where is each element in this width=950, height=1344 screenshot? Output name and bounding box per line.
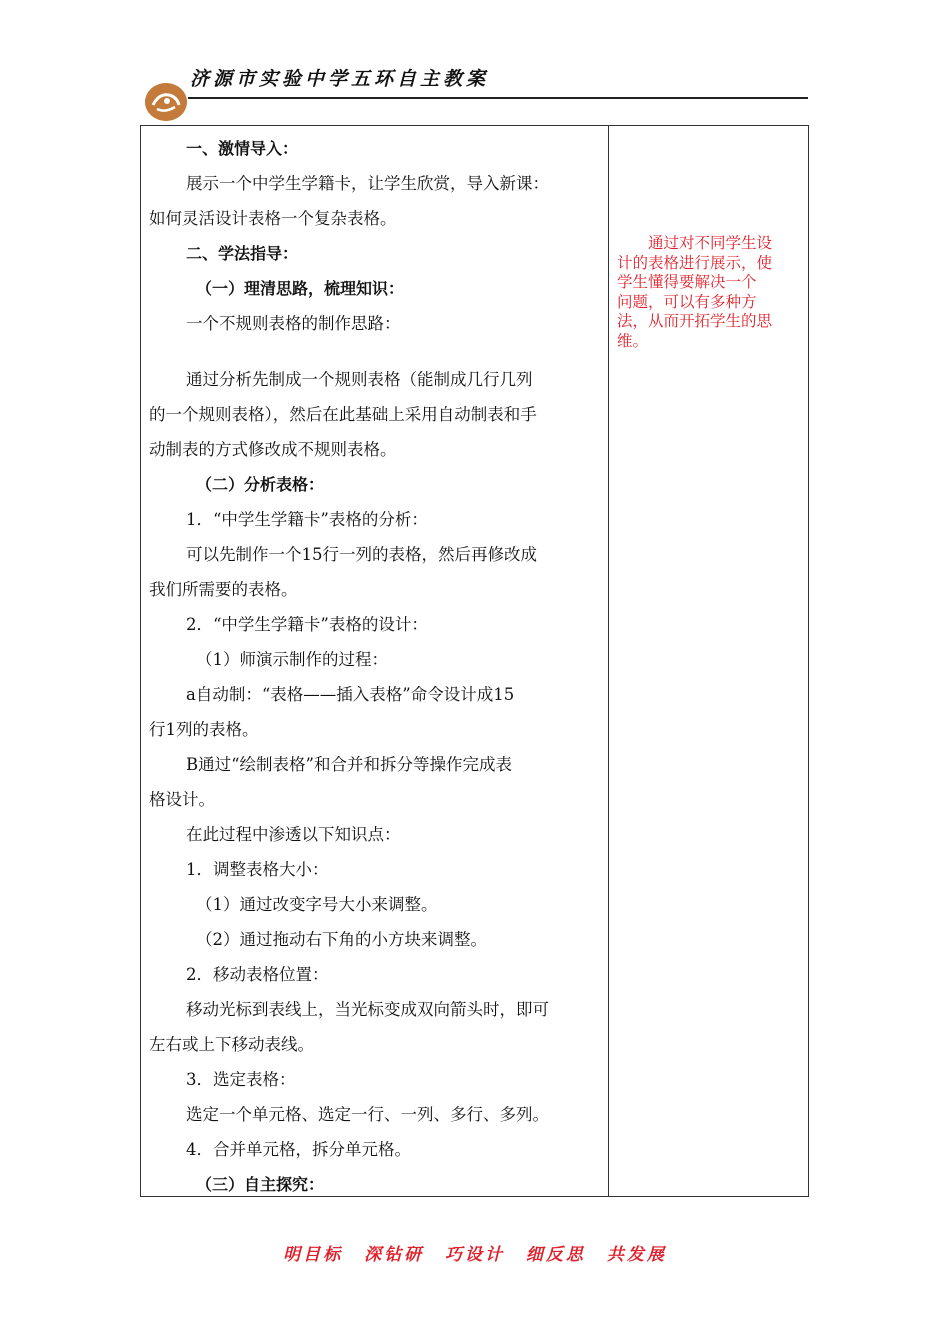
text-line: 选定一个单元格、选定一行、一列、多行、多列。 [186,1105,549,1124]
text-line: （2）通过拖动右下角的小方块来调整。 [196,930,487,949]
text-line: 动制表的方式修改成不规则表格。 [149,440,397,459]
text-line: 通过分析先制成一个规则表格（能制成几行几列 [186,370,533,389]
text-line: 1．调整表格大小： [186,860,329,879]
footer-motto: 明目标 [283,1245,344,1265]
footer-motto: 细反思 [525,1245,586,1265]
text-line: 1．“中学生学籍卡”表格的分析： [186,510,428,529]
school-logo-icon [145,83,187,121]
text-line: a自动制：“表格——插入表格”命令设计成15 [186,685,515,704]
heading-method: 二、学法指导： [186,244,299,263]
text-line: 在此过程中渗透以下知识点： [186,825,401,844]
text-line: （1）通过改变字号大小来调整。 [196,895,438,914]
text-line: 如何灵活设计表格一个复杂表格。 [149,209,397,228]
text-line: B通过“绘制表格”和合并和拆分等操作完成表 [186,755,512,774]
note-line: 通过对不同学生设 [648,234,773,252]
page-footer [0,1240,950,1265]
text-line: 可以先制作一个15行一列的表格，然后再修改成 [186,545,537,564]
text-line: 移动光标到表线上，当光标变成双向箭头时，即可 [186,1000,549,1019]
text-line: 2．移动表格位置： [186,965,329,984]
page-header [0,0,950,130]
subheading-clarify: （一）理清思路，梳理知识： [196,279,405,298]
heading-intro: 一、激情导入： [186,139,299,158]
text-line: 我们所需要的表格。 [149,580,298,599]
teacher-note-cell [617,234,805,351]
note-line: 计的表格进行展示，使 [617,253,773,272]
header-rule [188,97,808,99]
lesson-plan-table [140,125,809,1197]
text-line: 3．选定表格： [186,1070,296,1089]
footer-motto: 深钻研 [364,1245,425,1265]
note-line: 法，从而开拓学生的思 [617,312,773,330]
text-line: 展示一个中学生学籍卡，让学生欣赏，导入新课： [186,174,549,193]
text-line: 4．合并单元格，拆分单元格。 [186,1140,411,1159]
text-line: 2．“中学生学籍卡”表格的设计： [186,615,428,634]
text-line: 左右或上下移动表线。 [149,1035,314,1054]
note-line: 维。 [617,331,649,350]
text-line: 格设计。 [149,790,215,809]
header-title: 济源市实验中学五环自主教案 [190,68,490,90]
footer-motto: 巧设计 [445,1245,505,1265]
text-line: 一个不规则表格的制作思路： [186,314,401,333]
subheading-analyze: （二）分析表格： [196,475,325,494]
note-line: 学生懂得要解决一个 [617,273,757,291]
text-line: （1）师演示制作的过程： [196,650,388,669]
text-line: 行1列的表格。 [149,720,259,739]
subheading-explore: （三）自主探究： [196,1175,325,1194]
column-divider [608,126,609,1196]
text-line: 的一个规则表格），然后在此基础上采用自动制表和手 [149,405,537,424]
note-line: 问题，可以有多种方 [617,292,757,311]
footer-motto: 共发展 [606,1245,667,1265]
